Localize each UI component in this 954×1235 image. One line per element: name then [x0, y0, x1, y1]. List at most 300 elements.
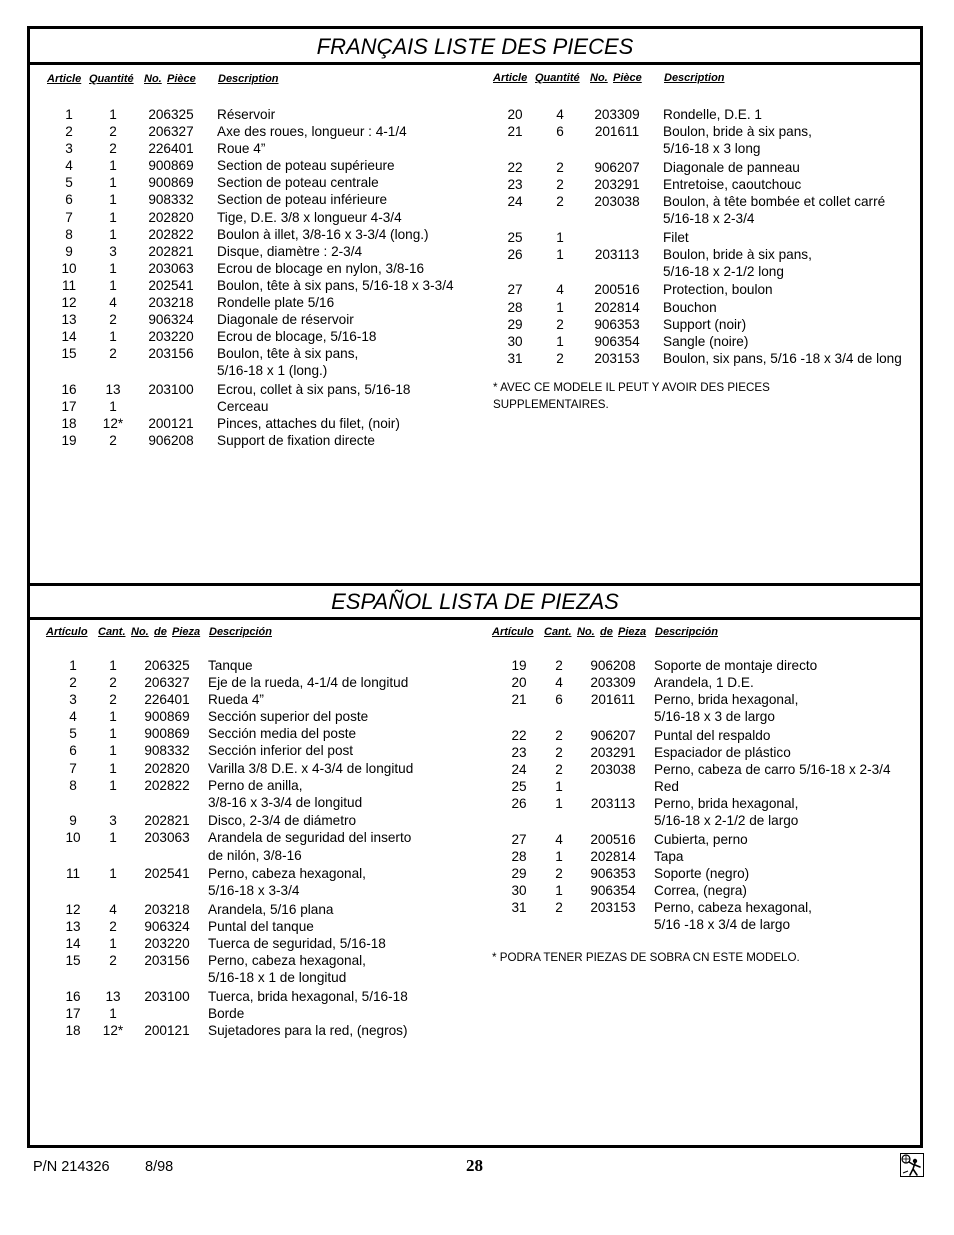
parts-row — [30, 918, 480, 935]
article-number: 31 — [507, 350, 523, 366]
quantity: 6 — [556, 124, 564, 140]
parts-row — [30, 294, 480, 311]
parts-row — [30, 209, 480, 226]
part-description: Ecrou de blocage, 5/16-18 — [217, 329, 377, 345]
article-number: 1 — [69, 658, 77, 673]
article-number: 7 — [69, 760, 77, 776]
quantity: 1 — [109, 277, 117, 293]
part-description: Perno de anilla, — [208, 777, 303, 793]
part-description: Puntal del respaldo — [654, 727, 771, 743]
quantity: 2 — [109, 141, 117, 157]
part-description: Diagonale de panneau — [663, 159, 800, 175]
part-description: Puntal del tanque — [208, 918, 314, 934]
part-number: 206325 — [148, 107, 194, 122]
part-number: 202820 — [148, 209, 194, 225]
part-description: Arandela de seguridad del inserto — [208, 830, 412, 846]
es-note-line: * PODRA TENER PIEZAS DE SOBRA CN ESTE MODELO. — [492, 951, 800, 964]
quantity: 2 — [556, 159, 564, 175]
parts-row — [30, 742, 480, 759]
article-number: 7 — [65, 209, 73, 225]
article-number: 8 — [69, 777, 77, 793]
part-number: 908332 — [148, 192, 194, 208]
quantity: 2 — [556, 350, 564, 366]
revision-date: 8/98 — [145, 1159, 174, 1175]
parts-row — [30, 277, 480, 294]
parts-row — [30, 952, 480, 969]
article-number: 18 — [61, 416, 77, 432]
part-number: 202814 — [594, 299, 640, 315]
part-number: 203156 — [144, 953, 190, 969]
article-number: 14 — [65, 936, 81, 951]
quantity: 1 — [556, 299, 564, 315]
part-description: 5/16-18 x 2-3/4 — [663, 211, 755, 227]
parts-row-continuation — [30, 969, 480, 986]
parts-row — [476, 778, 926, 795]
article-number: 13 — [65, 918, 81, 934]
part-description: Perno, brida hexagonal, — [654, 692, 799, 708]
part-number: 200516 — [590, 831, 636, 847]
part-number: 906354 — [590, 883, 636, 899]
part-description: Arandela, 1 D.E. — [654, 675, 754, 691]
part-description: Correa, (negra) — [654, 883, 747, 899]
article-number: 12 — [65, 901, 81, 917]
article-number: 1 — [65, 107, 73, 122]
parts-row — [476, 229, 926, 246]
article-number: 3 — [65, 141, 73, 157]
article-number: 23 — [507, 176, 523, 192]
article-number: 18 — [65, 1022, 81, 1038]
quantity: 2 — [556, 316, 564, 332]
article-number: 6 — [69, 743, 77, 759]
article-number: 10 — [61, 260, 77, 276]
quantity: 3 — [109, 813, 117, 829]
parts-row — [476, 795, 926, 812]
parts-row-continuation — [30, 882, 480, 899]
part-description: Bouchon — [663, 299, 717, 315]
quantity: 1 — [555, 779, 563, 795]
parts-row — [476, 299, 926, 316]
part-number: 203291 — [590, 744, 636, 760]
fr-header-quantite-right: Quantité — [535, 72, 580, 84]
quantity: 12* — [102, 416, 124, 432]
quantity: 1 — [109, 709, 117, 725]
fr-note-line: * AVEC CE MODELE IL PEUT Y AVOIR DES PIECES — [493, 381, 770, 394]
parts-row — [30, 829, 480, 846]
es-header-descripcion-left: Descripción — [209, 626, 272, 638]
parts-row — [476, 316, 926, 333]
es-header-pieza-left: Pieza — [172, 626, 201, 638]
quantity: 3 — [109, 243, 117, 259]
part-description: Cubierta, perno — [654, 831, 748, 847]
part-description: 5/16-18 x 2-1/2 de largo — [654, 813, 799, 829]
quantity: 1 — [109, 743, 117, 759]
spanish-section-title: ESPAÑOL LISTA DE PIEZAS — [331, 589, 619, 614]
quantity: 1 — [109, 107, 117, 122]
part-description: Tuerca, brida hexagonal, 5/16-18 — [208, 988, 408, 1004]
quantity: 1 — [109, 658, 117, 673]
quantity: 1 — [109, 726, 117, 742]
part-number: 203038 — [590, 762, 636, 778]
part-number: 201611 — [594, 124, 640, 140]
es-header-de-left: de — [154, 626, 167, 638]
part-description: Boulon, six pans, 5/16 -18 x 3/4 de long — [663, 350, 902, 366]
parts-row — [30, 398, 480, 415]
parts-row — [30, 988, 480, 1005]
article-number: 22 — [507, 159, 523, 175]
article-number: 31 — [511, 900, 527, 916]
es-header-articulo-left: Artículo — [46, 626, 88, 638]
part-description: Boulon, à tête bombée et collet carré — [663, 193, 886, 209]
parts-row — [30, 432, 480, 449]
quantity: 2 — [555, 727, 563, 743]
article-number: 5 — [69, 726, 77, 742]
french-section-title: FRANÇAIS LISTE DES PIECES — [316, 34, 634, 59]
part-number: 202822 — [144, 777, 190, 793]
es-right-parts-list — [476, 657, 926, 934]
part-number: 226401 — [144, 692, 190, 708]
article-number: 24 — [507, 193, 523, 209]
quantity: 1 — [555, 849, 563, 865]
quantity: 1 — [109, 226, 117, 242]
article-number: 30 — [511, 883, 527, 899]
parts-row-continuation — [30, 794, 480, 811]
fr-header-description-left: Description — [218, 73, 279, 85]
es-note — [492, 949, 800, 966]
quantity: 2 — [109, 675, 117, 691]
article-number: 28 — [511, 849, 527, 865]
part-description: Section de poteau centrale — [217, 175, 379, 191]
parts-row — [476, 159, 926, 176]
part-number: 908332 — [144, 743, 190, 759]
part-description: Red — [654, 779, 679, 795]
article-number: 3 — [69, 692, 77, 708]
article-number: 29 — [507, 316, 523, 332]
quantity: 4 — [109, 901, 117, 917]
part-description: Tanque — [208, 658, 253, 673]
quantity: 2 — [555, 900, 563, 916]
quantity: 1 — [109, 329, 117, 345]
quantity: 13 — [105, 988, 121, 1004]
part-description: Axe des roues, longueur : 4-1/4 — [217, 124, 407, 140]
part-description: Section de poteau inférieure — [217, 192, 388, 208]
parts-row — [30, 106, 480, 123]
parts-row-continuation — [476, 708, 926, 725]
part-description: Support (noir) — [663, 316, 747, 332]
parts-row — [30, 708, 480, 725]
part-number: 226401 — [148, 141, 194, 157]
part-number: 906353 — [594, 316, 640, 332]
parts-row — [476, 727, 926, 744]
quantity: 2 — [555, 744, 563, 760]
part-number: 203153 — [590, 900, 636, 916]
quantity: 1 — [109, 1005, 117, 1021]
es-header-pieza-right: Pieza — [618, 626, 647, 638]
article-number: 2 — [69, 675, 77, 691]
parts-row — [30, 345, 480, 362]
page-number: 28 — [466, 1156, 483, 1175]
quantity: 2 — [109, 692, 117, 708]
parts-row — [476, 176, 926, 193]
part-description: Perno, cabeza de carro 5/16-18 x 2-3/4 — [654, 762, 891, 778]
quantity: 1 — [109, 209, 117, 225]
fr-header-description-right: Description — [664, 72, 725, 84]
part-number: 203156 — [148, 346, 194, 362]
part-number: 201611 — [590, 692, 636, 708]
part-description: Pinces, attaches du filet, (noir) — [217, 416, 400, 432]
article-number: 27 — [511, 831, 527, 847]
quantity: 1 — [556, 333, 564, 349]
part-description: Tige, D.E. 3/8 x longueur 4-3/4 — [217, 209, 402, 225]
parts-row — [476, 848, 926, 865]
quantity: 1 — [109, 830, 117, 846]
parts-row — [476, 674, 926, 691]
es-left-parts-list — [30, 657, 480, 1039]
quantity: 2 — [555, 866, 563, 882]
parts-row-continuation — [30, 362, 480, 379]
part-number: 202822 — [148, 226, 194, 242]
article-number: 15 — [65, 953, 81, 969]
article-number: 24 — [511, 762, 527, 778]
parts-row — [30, 157, 480, 174]
article-number: 28 — [507, 299, 523, 315]
part-description: Perno, brida hexagonal, — [654, 796, 799, 812]
quantity: 1 — [109, 175, 117, 191]
part-description: Perno, cabeza hexagonal, — [208, 953, 366, 969]
article-number: 29 — [511, 866, 527, 882]
quantity: 13 — [105, 382, 121, 397]
parts-row — [30, 191, 480, 208]
parts-row-continuation — [30, 847, 480, 864]
part-description: 5/16-18 x 3 de largo — [654, 709, 775, 725]
quantity: 2 — [109, 433, 117, 449]
part-description: Sangle (noire) — [663, 333, 749, 349]
spanish-title-divider — [30, 617, 920, 620]
part-number: 906208 — [590, 658, 636, 673]
part-description: 5/16 -18 x 3/4 de largo — [654, 917, 791, 933]
part-description: Tapa — [654, 849, 684, 865]
quantity: 1 — [109, 866, 117, 882]
part-description: Réservoir — [217, 107, 276, 122]
part-number: 206327 — [148, 124, 194, 140]
part-description: Eje de la rueda, 4-1/4 de longitud — [208, 675, 409, 691]
parts-row — [476, 882, 926, 899]
quantity: 6 — [555, 692, 563, 708]
part-description: Boulon, bride à six pans, — [663, 246, 812, 262]
part-description: Boulon, bride à six pans, — [663, 124, 812, 140]
part-description: Protection, boulon — [663, 282, 773, 298]
fr-header-article-right: Article — [493, 72, 528, 84]
part-number: 906354 — [594, 333, 640, 349]
part-number: 203309 — [594, 107, 640, 122]
part-description: Soporte de montaje directo — [654, 658, 818, 673]
article-number: 13 — [61, 312, 77, 328]
quantity: 2 — [109, 124, 117, 140]
quantity: 1 — [556, 246, 564, 262]
article-number: 2 — [65, 124, 73, 140]
part-number: 203038 — [594, 193, 640, 209]
part-number: 900869 — [144, 726, 190, 742]
parts-row — [476, 193, 926, 210]
parts-row — [30, 691, 480, 708]
part-number: 202820 — [144, 760, 190, 776]
section-divider — [30, 583, 920, 586]
quantity: 1 — [555, 883, 563, 899]
part-description: 5/16-18 x 3 long — [663, 141, 761, 157]
quantity: 4 — [555, 675, 563, 691]
article-number: 17 — [61, 399, 77, 415]
article-number: 14 — [61, 329, 77, 345]
es-header-articulo-right: Artículo — [492, 626, 534, 638]
part-number: 203291 — [594, 176, 640, 192]
quantity: 2 — [555, 762, 563, 778]
article-number: 11 — [61, 277, 77, 293]
es-header-cant-right: Cant. — [544, 626, 572, 638]
parts-row-continuation — [476, 916, 926, 933]
article-number: 12 — [61, 295, 77, 311]
quantity: 4 — [556, 282, 564, 298]
part-description: 3/8-16 x 3-3/4 de longitud — [208, 794, 363, 810]
quantity: 2 — [555, 658, 563, 673]
part-number: 203100 — [144, 988, 190, 1004]
parts-row — [30, 260, 480, 277]
article-number: 26 — [507, 246, 523, 262]
es-header-no-right: No. — [577, 626, 595, 638]
parts-row — [476, 106, 926, 123]
article-number: 6 — [65, 192, 73, 208]
parts-row — [30, 311, 480, 328]
fr-header-article-left: Article — [47, 73, 82, 85]
part-description: de nilón, 3/8-16 — [208, 847, 302, 863]
part-number: 203220 — [148, 329, 194, 345]
parts-list-frame — [27, 26, 923, 1148]
quantity: 2 — [109, 953, 117, 969]
parts-row — [30, 674, 480, 691]
parts-row — [30, 415, 480, 432]
part-number: 206325 — [144, 658, 190, 673]
parts-row — [30, 812, 480, 829]
parts-row — [476, 899, 926, 916]
article-number: 21 — [507, 124, 523, 140]
part-description: Section de poteau supérieure — [217, 158, 395, 174]
part-number: 202821 — [148, 243, 194, 259]
parts-row-continuation — [476, 812, 926, 829]
part-description: Tuerca de seguridad, 5/16-18 — [208, 936, 386, 951]
parts-row — [30, 243, 480, 260]
part-number: 906324 — [148, 312, 194, 328]
fr-header-piece-left: Pièce — [167, 73, 196, 85]
fr-note — [493, 379, 770, 413]
part-description: 5/16-18 x 3-3/4 — [208, 883, 300, 899]
part-number: 203218 — [144, 901, 190, 917]
parts-row — [30, 725, 480, 742]
parts-row — [476, 744, 926, 761]
parts-row — [30, 174, 480, 191]
part-number: 906207 — [594, 159, 640, 175]
part-description: Espaciador de plástico — [654, 744, 791, 760]
part-number: 202541 — [144, 866, 190, 882]
quantity: 2 — [556, 193, 564, 209]
part-number: 203113 — [594, 246, 640, 262]
parts-row-continuation — [476, 263, 926, 280]
part-number: 900869 — [144, 709, 190, 725]
part-description: Ecrou, collet à six pans, 5/16-18 — [217, 382, 411, 397]
article-number: 27 — [507, 282, 523, 298]
quantity: 1 — [109, 399, 117, 415]
quantity: 1 — [109, 158, 117, 174]
quantity: 1 — [109, 760, 117, 776]
part-number: 900869 — [148, 158, 194, 174]
part-description: Boulon, tête à six pans, 5/16-18 x 3-3/4 — [217, 277, 454, 293]
part-description: Filet — [663, 229, 689, 245]
quantity: 1 — [109, 260, 117, 276]
article-number: 19 — [511, 658, 527, 673]
part-number: 203063 — [148, 260, 194, 276]
article-number: 10 — [65, 830, 81, 846]
part-number: 906353 — [590, 866, 636, 882]
part-description: Disque, diamètre : 2-3/4 — [217, 243, 363, 259]
parts-row — [476, 657, 926, 674]
part-description: Sección inferior del post — [208, 743, 354, 759]
parts-row — [30, 777, 480, 794]
part-description: Rondelle plate 5/16 — [217, 295, 335, 311]
quantity: 1 — [109, 936, 117, 951]
article-number: 5 — [65, 175, 73, 191]
part-description: Ecrou de blocage en nylon, 3/8-16 — [217, 260, 425, 276]
parts-row — [30, 328, 480, 345]
french-title-divider — [30, 62, 920, 65]
article-number: 9 — [65, 243, 73, 259]
quantity: 2 — [109, 312, 117, 328]
parts-row — [30, 1022, 480, 1039]
parts-row — [476, 281, 926, 298]
article-number: 4 — [65, 158, 73, 174]
part-number: 200516 — [594, 282, 640, 298]
parts-row — [476, 123, 926, 140]
part-description: Rondelle, D.E. 1 — [663, 107, 762, 122]
part-description: 5/16-18 x 1 (long.) — [217, 363, 328, 379]
part-description: Sección media del poste — [208, 726, 357, 742]
part-description: Entretoise, caoutchouc — [663, 176, 802, 192]
part-description: Boulon à illet, 3/8-16 x 3-3/4 (long.) — [217, 226, 429, 242]
part-description: Disco, 2-3/4 de diámetro — [208, 813, 357, 829]
part-number: 906208 — [148, 433, 194, 449]
parts-row — [476, 350, 926, 367]
quantity: 1 — [109, 192, 117, 208]
part-description: Arandela, 5/16 plana — [208, 901, 334, 917]
part-description: Borde — [208, 1005, 245, 1021]
es-header-de-right: de — [600, 626, 613, 638]
quantity: 4 — [109, 295, 117, 311]
part-number: 203063 — [144, 830, 190, 846]
part-number: 906207 — [590, 727, 636, 743]
quantity: 4 — [556, 107, 564, 122]
parts-row-continuation — [476, 140, 926, 157]
parts-row — [476, 865, 926, 882]
part-number: 203153 — [594, 350, 640, 366]
parts-row — [30, 657, 480, 674]
part-description: Roue 4” — [217, 141, 266, 157]
article-number: 16 — [65, 988, 81, 1004]
part-description: Perno, cabeza hexagonal, — [654, 900, 812, 916]
article-number: 4 — [69, 709, 77, 725]
article-number: 11 — [65, 866, 81, 882]
part-number: 202541 — [148, 277, 194, 293]
es-header-no-left: No. — [131, 626, 149, 638]
part-description: Support de fixation directe — [217, 433, 375, 449]
parts-row — [30, 140, 480, 157]
article-number: 15 — [61, 346, 77, 362]
part-number: 203100 — [148, 382, 194, 397]
